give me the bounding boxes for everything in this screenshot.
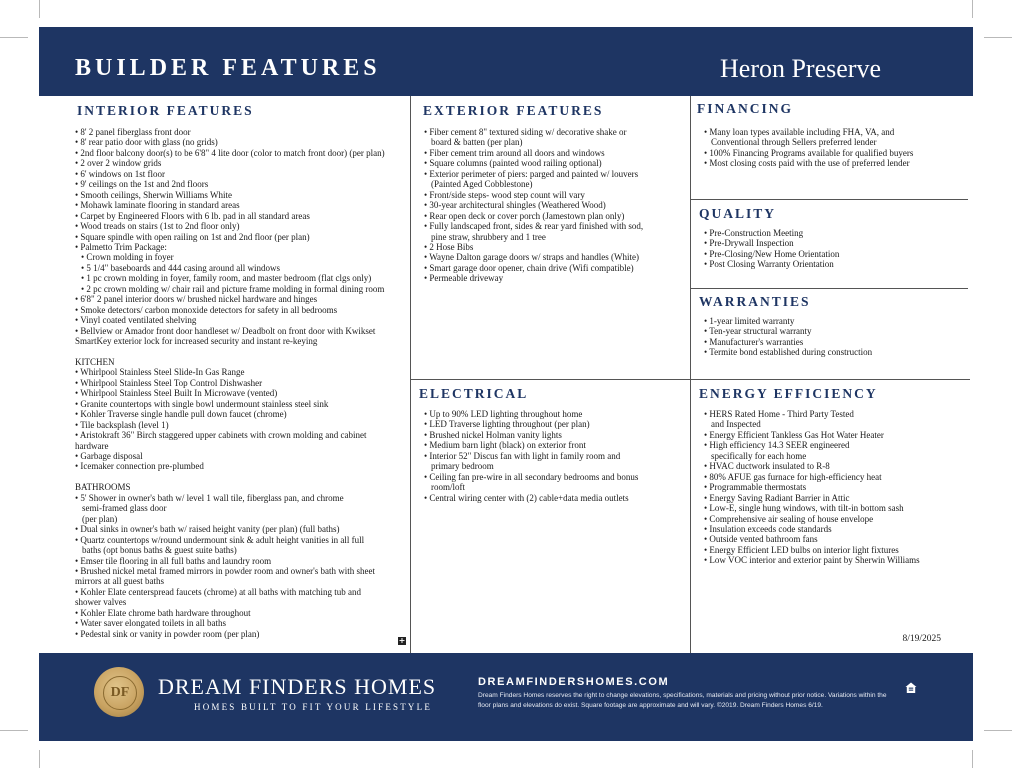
list-item: • Kohler Elate centerspread faucets (chrome) at all baths with matching tub and (75, 586, 362, 597)
list-item: • Crown molding in foyer (81, 252, 174, 263)
list-item: • Smooth ceilings, Sherwin Williams White (75, 189, 232, 200)
list-item: • Garbage disposal (75, 451, 143, 462)
brand-tagline: HOMES BUILT TO FIT YOUR LIFESTYLE (194, 702, 433, 712)
list-item: • LED Traverse lighting throughout (per plan) (424, 419, 590, 430)
list-item: • Energy Efficient LED bulbs on interior light fixtures (704, 544, 899, 555)
list-item: • Wayne Dalton garage doors w/ straps and handles (White) (424, 252, 639, 263)
list-item: KITCHEN (75, 356, 115, 367)
crop-mark (972, 0, 973, 18)
list-item: • Water saver elongated toilets in all baths (75, 618, 226, 629)
crop-mark (972, 750, 973, 768)
list-item: room/loft (431, 482, 465, 493)
list-item: • Many loan types available including FHA, VA, and (704, 127, 895, 137)
list-item: • Fully landscaped front, sides & rear yard finished with sod, (424, 221, 644, 232)
row-divider (690, 288, 968, 289)
crop-mark (0, 730, 28, 731)
list-item: • Square columns (painted wood railing optional) (424, 158, 602, 169)
page-title: BUILDER FEATURES (75, 55, 381, 81)
list-item: • Front/side steps- wood step count will vary (424, 189, 585, 200)
column-divider (410, 96, 411, 653)
crop-mark (39, 0, 40, 18)
list-item: • Pedestal sink or vanity in powder room (per plan) (75, 628, 260, 639)
list-item: • Aristokraft 36" Birch staggered upper cabinets with crown molding and cabinet (75, 430, 367, 441)
document-date: 8/19/2025 (902, 634, 941, 644)
brand-name: DREAM FINDERS HOMES (158, 674, 437, 699)
list-item: • 8' rear patio door with glass (no grids) (75, 137, 218, 148)
list-item: • Termite bond established during construction (704, 347, 873, 358)
header-banner (39, 27, 973, 96)
list-item: • Bellview or Amador front door handleset w/ Deadbolt on front door with Kwikset (75, 325, 376, 336)
list-item: • Fiber cement 8" textured siding w/ decorative shake or (424, 127, 627, 137)
list-item: • Rear open deck or cover porch (Jamestown plan only) (424, 210, 625, 221)
electrical-title: ELECTRICAL (419, 386, 529, 401)
warranties-title: WARRANTIES (699, 294, 811, 309)
list-item: baths (opt bonus baths & guest suite baths) (82, 545, 237, 556)
list-item: specifically for each home (711, 450, 807, 461)
list-item: • 5 1/4" baseboards and 444 casing around all windows (81, 262, 281, 273)
list-item: BATHROOMS (75, 482, 131, 493)
list-item: • Programmable thermostats (704, 482, 807, 493)
plus-icon[interactable]: + (398, 636, 406, 645)
list-item: (Painted Aged Cobblestone) (431, 179, 533, 190)
row-divider (690, 199, 968, 200)
website-link[interactable]: DREAMFINDERSHOMES.COM (478, 676, 670, 688)
financing-list (704, 127, 966, 169)
list-item: • Whirlpool Stainless Steel Slide-In Gas Range (75, 367, 245, 378)
interior-features-title: INTERIOR FEATURES (77, 103, 254, 118)
quality-list (704, 228, 966, 270)
list-item: • High efficiency 14.3 SEER engineered (704, 440, 850, 451)
seal-monogram: DF (103, 676, 137, 710)
list-item: • Fiber cement trim around all doors and windows (424, 147, 605, 158)
equal-housing-opportunity-icon (905, 682, 917, 694)
interior-features-list (75, 127, 407, 639)
list-item: • 1 pc crown molding in foyer, family room, and master bedroom (flat clgs only) (81, 273, 372, 284)
list-item: • Insulation exceeds code standards (704, 523, 832, 534)
list-item: • Medium barn light (black) on exterior front (424, 440, 586, 451)
list-item: • Manufacturer's warranties (704, 336, 804, 347)
list-item: board & batten (per plan) (431, 137, 523, 148)
list-item: • Up to 90% LED lighting throughout home (424, 409, 583, 419)
list-item: • Square spindle with open railing on 1st and 2nd floor (per plan) (75, 231, 310, 242)
list-item: • 9' ceilings on the 1st and 2nd floors (75, 179, 209, 190)
list-item: semi-framed glass door (82, 503, 167, 514)
warranties-list (704, 316, 966, 358)
list-item: • Brushed nickel Holman vanity lights (424, 429, 562, 440)
list-item: • Interior 52" Discus fan with light in family room and (424, 450, 621, 461)
list-item: • 2 Hose Bibs (424, 241, 474, 252)
list-item: • Kohler Elate chrome bath hardware throughout (75, 607, 251, 618)
list-item: • 2nd floor balcony door(s) to be 6'8" 4 lite door (color to match front door) (per plan) (75, 147, 385, 158)
energy-efficiency-title: ENERGY EFFICIENCY (699, 386, 878, 401)
list-item: • Pre-Construction Meeting (704, 228, 804, 238)
list-item (75, 472, 407, 482)
list-item: • Outside vented bathroom fans (704, 534, 818, 545)
list-item: • Smart garage door opener, chain drive (Wifi compatible) (424, 262, 634, 273)
list-item: • 30-year architectural shingles (Weathered Wood) (424, 200, 606, 211)
electrical-list (424, 409, 686, 503)
list-item: shower valves (75, 597, 127, 608)
exterior-features-title: EXTERIOR FEATURES (423, 103, 604, 118)
crop-mark (39, 750, 40, 768)
list-item: • Energy Saving Radiant Barrier in Attic (704, 492, 850, 503)
quality-title: QUALITY (699, 206, 777, 221)
list-item: • Smoke detectors/ carbon monoxide detectors for safety in all bedrooms (75, 304, 338, 315)
list-item: • Pre-Drywall Inspection (704, 238, 794, 249)
brand-seal-logo (94, 667, 144, 717)
list-item: • Whirlpool Stainless Steel Built In Microwave (vented) (75, 388, 278, 399)
legal-disclaimer: Dream Finders Homes reserves the right to change elevations, specifications, materials and pricing without prior notice. Variations within the floor plans and elevations do exist. Square footage are approximate and will vary. ©2019. Dream Finders Homes 6/19. (478, 692, 887, 709)
list-item: • HERS Rated Home - Third Party Tested (704, 409, 854, 419)
energy-efficiency-list (704, 409, 966, 566)
footer-banner (39, 653, 973, 741)
list-item: • 6' windows on 1st floor (75, 168, 166, 179)
financing-title: FINANCING (697, 101, 794, 116)
list-item: • Palmetto Trim Package: (75, 241, 167, 252)
list-item: • Tile backsplash (level 1) (75, 419, 169, 430)
list-item: mirrors at all guest baths (75, 576, 164, 587)
list-item: pine straw, shrubbery and 1 tree (431, 231, 546, 242)
list-item: • 2 over 2 window grids (75, 158, 162, 169)
list-item: • Ten-year structural warranty (704, 326, 812, 337)
list-item: • 100% Financing Programs available for qualified buyers (704, 147, 914, 158)
list-item: • Dual sinks in owner's bath w/ raised height vanity (per plan) (full baths) (75, 524, 340, 535)
list-item: SmartKey exterior lock for increased security and instant re-keying (75, 336, 318, 347)
list-item: • 6'8" 2 panel interior doors w/ brushed nickel hardware and hinges (75, 294, 318, 305)
list-item: • Wood treads on stairs (1st to 2nd floor only) (75, 221, 240, 232)
row-divider (410, 379, 970, 380)
list-item: hardware (75, 440, 109, 451)
list-item: • Exterior perimeter of piers: parged and painted w/ louvers (424, 168, 639, 179)
column-divider (690, 96, 691, 653)
list-item: • Ceiling fan pre-wire in all secondary bedrooms and bonus (424, 471, 639, 482)
list-item: • Post Closing Warranty Orientation (704, 259, 834, 270)
list-item: and Inspected (711, 419, 761, 430)
list-item: • Permeable driveway (424, 273, 504, 284)
list-item: • Low-E, single hung windows, with tilt-in bottom sash (704, 503, 904, 514)
exterior-features-list (424, 127, 686, 284)
list-item: • Granite countertops with single bowl undermount stainless steel sink (75, 398, 329, 409)
list-item: • Kohler Traverse single handle pull down faucet (chrome) (75, 409, 287, 420)
community-name: Heron Preserve (720, 54, 881, 83)
list-item: • Pre-Closing/New Home Orientation (704, 248, 840, 259)
list-item: • Low VOC interior and exterior paint by Sherwin Williams (704, 555, 920, 566)
crop-mark (0, 37, 28, 38)
list-item: • Icemaker connection pre-plumbed (75, 461, 204, 472)
crop-mark (984, 37, 1012, 38)
list-item: • Whirlpool Stainless Steel Top Control Dishwasher (75, 377, 263, 388)
list-item: • Emser tile flooring in all full baths and laundry room (75, 555, 272, 566)
list-item: • 5' Shower in owner's bath w/ level 1 wall tile, fiberglass pan, and chrome (75, 492, 344, 503)
crop-mark (984, 730, 1012, 731)
list-item: primary bedroom (431, 461, 494, 472)
list-item: • Vinyl coated ventilated shelving (75, 315, 197, 326)
list-item: Conventional through Sellers preferred lender (711, 137, 877, 148)
list-item: • Central wiring center with (2) cable+data media outlets (424, 492, 629, 503)
list-item: • Most closing costs paid with the use of preferred lender (704, 158, 910, 169)
list-item: • Brushed nickel metal framed mirrors in powder room and owner's bath with sheet (75, 566, 375, 576)
list-item: • Energy Efficient Tankless Gas Hot Water Heater (704, 429, 884, 440)
list-item: • 8' 2 panel fiberglass front door (75, 127, 191, 137)
list-item (75, 347, 407, 357)
list-item: • 2 pc crown molding w/ chair rail and picture frame molding in formal dining room (81, 283, 385, 294)
list-item: • Carpet by Engineered Floors with 6 lb. pad in all standard areas (75, 210, 310, 221)
list-item: • 1-year limited warranty (704, 316, 795, 326)
list-item: • 80% AFUE gas furnace for high-efficiency heat (704, 471, 882, 482)
list-item: (per plan) (82, 513, 118, 524)
list-item: • Quartz countertops w/round undermount sink & adult height vanities in all full (75, 534, 365, 545)
list-item: • Mohawk laminate flooring in standard areas (75, 200, 240, 211)
list-item: • HVAC ductwork insulated to R-8 (704, 461, 830, 472)
list-item: • Comprehensive air sealing of house envelope (704, 513, 874, 524)
